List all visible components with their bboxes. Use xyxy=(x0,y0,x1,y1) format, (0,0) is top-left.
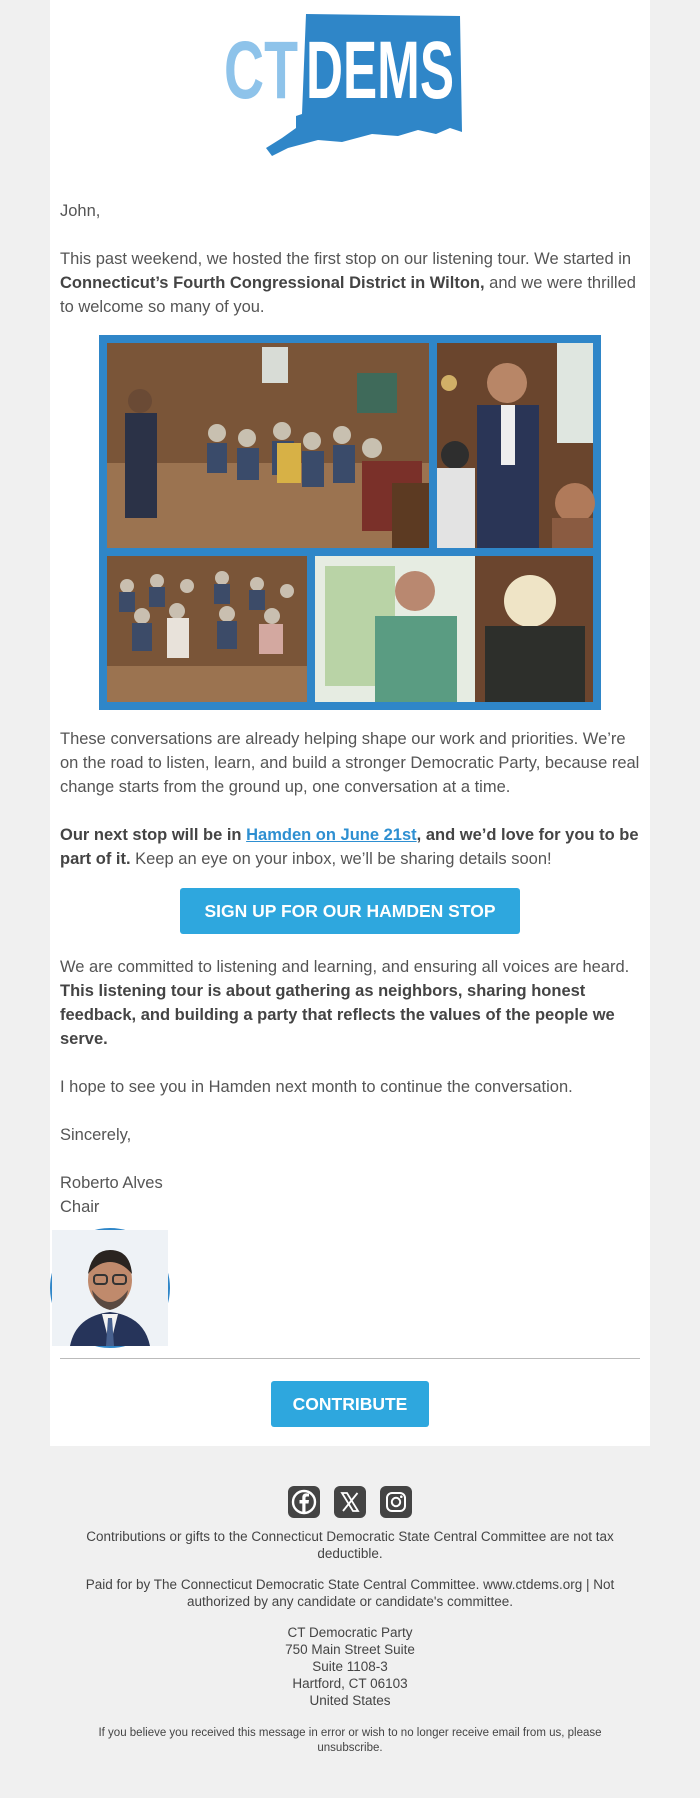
photo-speaker-smiling xyxy=(437,343,593,548)
hamden-link[interactable]: Hamden on June 21st xyxy=(246,826,417,844)
greeting: John, xyxy=(60,202,101,220)
address-city: Hartford, CT 06103 xyxy=(292,1676,408,1691)
signer-title: Chair xyxy=(60,1198,100,1216)
tax-disclaimer: Contributions or gifts to the Connecticut Democratic State Central Committee are not tax deductible. xyxy=(86,1529,614,1561)
commitment-paragraph xyxy=(60,955,640,1051)
next-stop-text: Keep an eye on your inbox, we’ll be sharing details soon! xyxy=(130,850,552,868)
avatar xyxy=(50,1228,170,1348)
signoff: Sincerely, xyxy=(60,1126,132,1144)
photo-collage xyxy=(99,335,601,710)
unsubscribe-notice[interactable]: If you believe you received this message in error or wish to no longer receive email from us, please unsubscribe. xyxy=(98,1727,602,1754)
signer-name: Roberto Alves xyxy=(60,1174,163,1192)
mailing-address xyxy=(60,1624,640,1709)
photo-audience-seated xyxy=(107,556,307,702)
instagram-icon[interactable] xyxy=(380,1486,412,1518)
contribute-button[interactable]: CONTRIBUTE xyxy=(271,1381,429,1427)
next-stop-bold-end: , and we’d love for you to be part of it. xyxy=(60,826,639,868)
signup-hamden-button[interactable]: SIGN UP FOR OUR HAMDEN STOP xyxy=(180,888,520,934)
photo-conversation xyxy=(315,556,593,702)
intro-text-end: and we were thrilled to welcome so many of you. xyxy=(60,274,636,316)
body-paragraph-conversations: These conversations are already helping shape our work and priorities. We’re on the road to listen, learn, and build a stronger Democratic Party, because real change starts from the ground up, one conversation at a time. xyxy=(60,730,640,796)
intro-paragraph xyxy=(60,247,640,319)
address-country: United States xyxy=(309,1693,391,1708)
paid-for-disclaimer: Paid for by The Connecticut Democratic State Central Committee. www.ctdems.org | Not authorized by any candidate or candidate's committee. xyxy=(85,1577,615,1609)
address-line1: 750 Main Street Suite xyxy=(285,1642,415,1657)
next-stop-paragraph xyxy=(60,823,640,871)
facebook-icon[interactable] xyxy=(288,1486,320,1518)
commitment-bold: This listening tour is about gathering as neighbors, sharing honest feedback, and building a party that reflects the values of the people we serve. xyxy=(60,982,615,1048)
closing-paragraph: I hope to see you in Hamden next month to continue the conversation. xyxy=(60,1078,573,1096)
logo-ct-text: CT xyxy=(224,25,298,116)
logo-dems-text: DEMS xyxy=(306,25,454,116)
address-org: CT Democratic Party xyxy=(287,1625,413,1640)
logo-area xyxy=(50,10,650,160)
intro-text: This past weekend, we hosted the first stop on our listening tour. We started in xyxy=(60,250,632,268)
x-icon[interactable] xyxy=(334,1486,366,1518)
divider xyxy=(60,1358,640,1359)
commitment-text: We are committed to listening and learning, and ensuring all voices are heard. xyxy=(60,958,630,976)
email-card xyxy=(50,0,650,1446)
ct-dems-logo[interactable] xyxy=(222,10,478,158)
photo-town-hall-speaker xyxy=(107,343,429,548)
address-line2: Suite 1108-3 xyxy=(312,1659,388,1674)
intro-bold: Connecticut’s Fourth Congressional District in Wilton, xyxy=(60,274,485,292)
next-stop-bold: Our next stop will be in xyxy=(60,826,247,844)
